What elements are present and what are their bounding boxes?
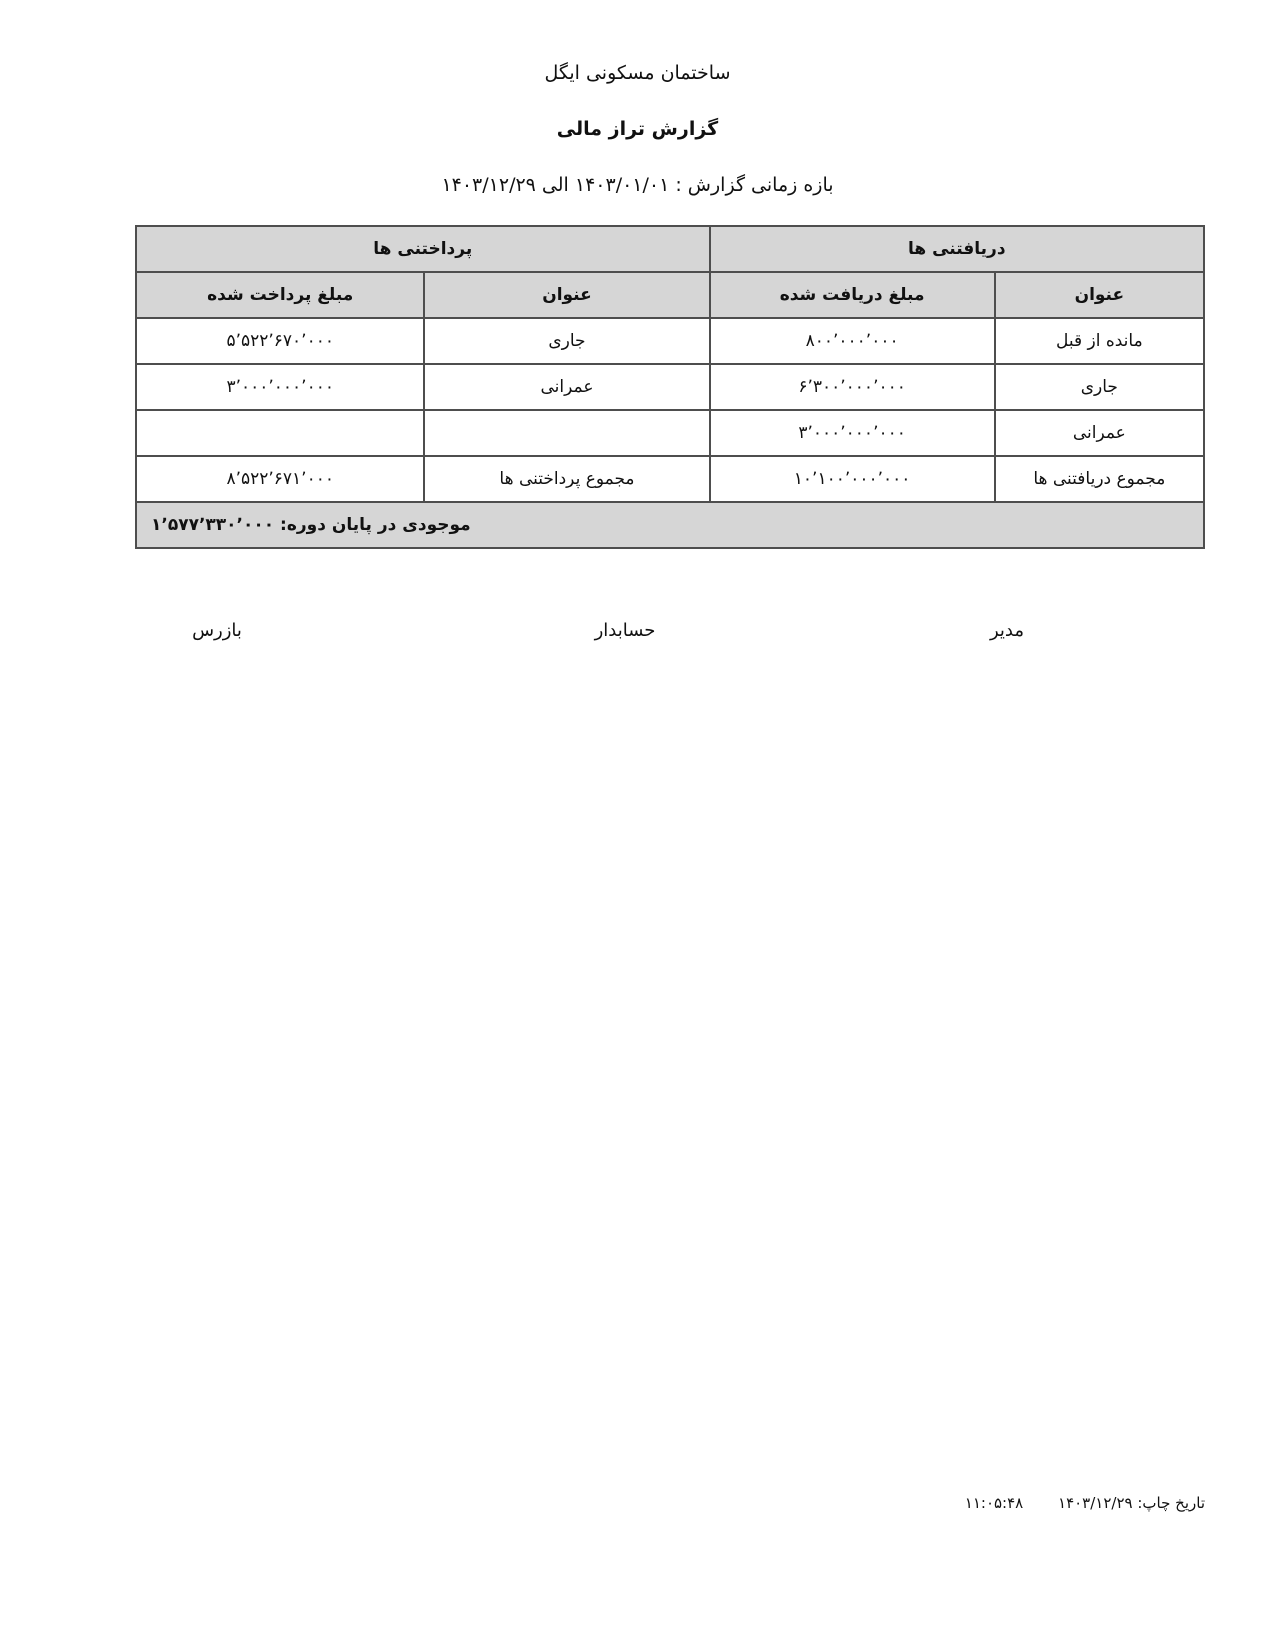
table-row: [136, 318, 1204, 364]
inspector-signature-label: بازرس: [192, 620, 242, 641]
print-date: ۱۴۰۳/۱۲/۲۹: [1058, 1494, 1133, 1512]
received-amount-column-header: مبلغ دریافت شده: [710, 272, 995, 318]
received-amount-cell: ۶٬۳۰۰٬۰۰۰٬۰۰۰: [710, 364, 995, 410]
paid-amount-cell: ۵٬۵۲۲٬۶۷۰٬۰۰۰: [136, 318, 424, 364]
report-header: [0, 0, 1275, 198]
ending-balance: موجودی در پایان دوره: ۱٬۵۷۷٬۳۳۰٬۰۰۰: [136, 502, 1204, 548]
receivables-section-header: دریافتنی ها: [710, 226, 1204, 272]
paid-amount-cell: ۳٬۰۰۰٬۰۰۰٬۰۰۰: [136, 364, 424, 410]
section-header-row: [136, 226, 1204, 272]
received-amount-cell: ۸۰۰٬۰۰۰٬۰۰۰: [710, 318, 995, 364]
print-footer: [965, 1494, 1205, 1512]
payables-section-header: پرداختنی ها: [136, 226, 710, 272]
signature-line: [0, 620, 1275, 652]
balance-table: [135, 225, 1205, 549]
paid-amount-cell: [136, 410, 424, 456]
receivables-title-column-header: عنوان: [995, 272, 1204, 318]
received-title-cell: جاری: [995, 364, 1204, 410]
column-header-row: [136, 272, 1204, 318]
received-title-cell: عمرانی: [995, 410, 1204, 456]
paid-title-cell: عمرانی: [424, 364, 709, 410]
balance-row: [136, 502, 1204, 548]
totals-row: [136, 456, 1204, 502]
accountant-signature-label: حسابدار: [594, 620, 656, 641]
print-date-label: تاریخ چاپ:: [1137, 1494, 1205, 1512]
payables-title-column-header: عنوان: [424, 272, 709, 318]
paid-title-cell: [424, 410, 709, 456]
building-name: ساختمان مسکونی ایگل: [544, 62, 731, 84]
table-row: [136, 364, 1204, 410]
paid-amount-column-header: مبلغ پرداخت شده: [136, 272, 424, 318]
report-title: گزارش تراز مالی: [556, 118, 719, 140]
manager-signature-label: مدیر: [989, 620, 1025, 641]
payables-total-amount: ۸٬۵۲۲٬۶۷۱٬۰۰۰: [136, 456, 424, 502]
receivables-total-amount: ۱۰٬۱۰۰٬۰۰۰٬۰۰۰: [710, 456, 995, 502]
payables-total-label: مجموع پرداختنی ها: [424, 456, 709, 502]
print-time: ۱۱:۰۵:۴۸: [964, 1494, 1024, 1512]
table-row: [136, 410, 1204, 456]
report-date-range: بازه زمانی گزارش : ۱۴۰۳/۰۱/۰۱ الی ۱۴۰۳/۱۲/۲۹: [441, 174, 834, 196]
received-title-cell: مانده از قبل: [995, 318, 1204, 364]
receivables-total-label: مجموع دریافتنی ها: [995, 456, 1204, 502]
paid-title-cell: جاری: [424, 318, 709, 364]
received-amount-cell: ۳٬۰۰۰٬۰۰۰٬۰۰۰: [710, 410, 995, 456]
